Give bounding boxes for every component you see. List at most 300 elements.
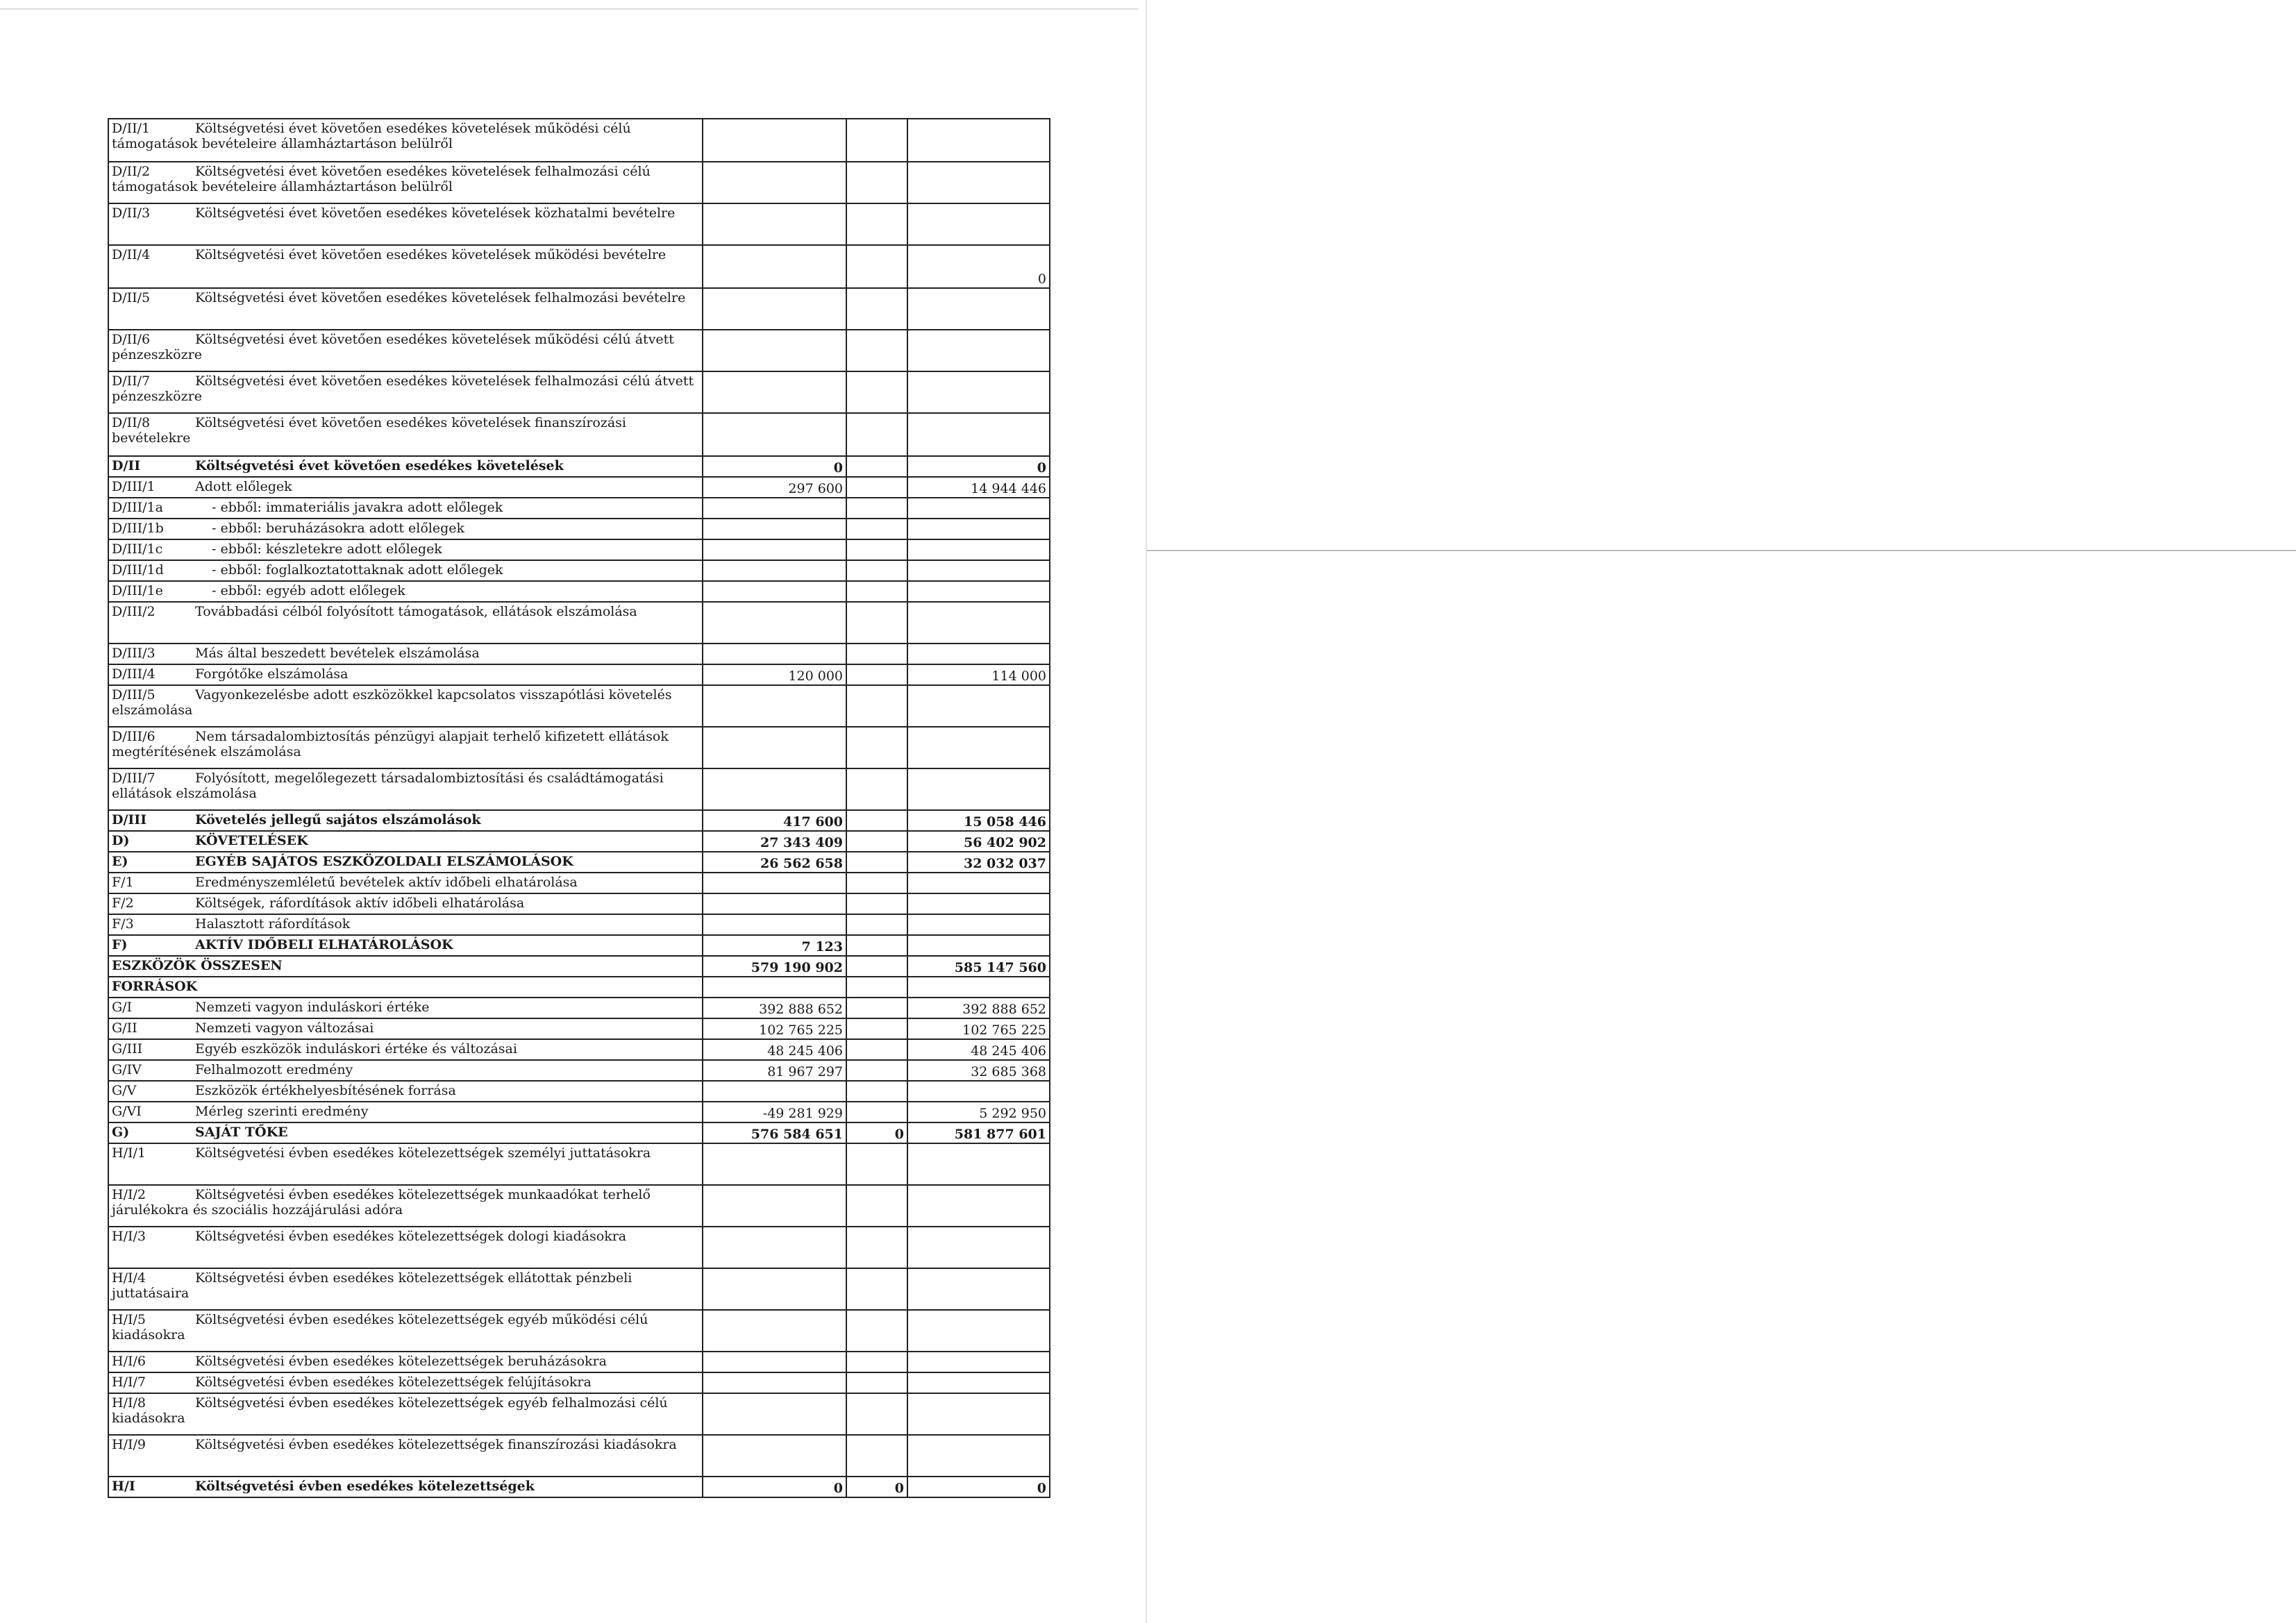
row-value-1: [703, 1352, 846, 1372]
table-row: [108, 1081, 1050, 1102]
row-value-2: 0: [846, 1477, 907, 1497]
row-label-cell: [108, 330, 703, 371]
row-code: F/2: [112, 895, 134, 911]
row-label: Egyéb eszközök induláskori értéke és változásai: [195, 1041, 517, 1057]
row-value-1: 392 888 652: [703, 998, 846, 1018]
row-label-cell: [108, 852, 703, 873]
row-label-cell: [108, 935, 703, 956]
row-code: D/III/1c: [112, 541, 163, 557]
row-value-2: [846, 1185, 907, 1227]
table-row: [108, 602, 1050, 644]
row-label-cell: [108, 288, 703, 330]
row-value-1: 81 967 297: [703, 1060, 846, 1081]
row-label: Költségvetési évben esedékes kötelezettségek egyéb felhalmozási célú kiadásokra: [112, 1395, 668, 1426]
row-value-1: [703, 539, 846, 560]
row-value-3: [907, 644, 1050, 664]
row-code: D/II: [112, 458, 141, 473]
row-label: Forgótőke elszámolása: [195, 666, 349, 682]
table-row: [108, 664, 1050, 685]
row-label: Költségvetési évben esedékes kötelezettségek felújításokra: [195, 1374, 592, 1390]
row-value-1: [703, 914, 846, 935]
row-label: Eszközök értékhelyesbítésének forrása: [195, 1083, 456, 1098]
row-label-cell: [108, 413, 703, 456]
row-label-cell: [108, 768, 703, 810]
row-label: - ebből: egyéb adott előlegek: [212, 583, 405, 598]
row-label: KÖVETELÉSEK: [195, 833, 308, 848]
table-row: [108, 539, 1050, 560]
row-label: - ebből: beruházásokra adott előlegek: [212, 521, 465, 536]
row-code: D/III/3: [112, 646, 156, 661]
row-label-cell: [108, 1352, 703, 1372]
scan-top-edge: [0, 8, 1139, 10]
row-value-1: 0: [703, 456, 846, 477]
row-value-3: [907, 1081, 1050, 1102]
row-value-2: [846, 245, 907, 288]
row-label: Költségvetési évet követően esedékes követelések felhalmozási célú átvett pénzeszközre: [112, 373, 694, 404]
row-value-2: [846, 162, 907, 203]
table-row: [108, 1310, 1050, 1352]
row-label-cell: [108, 371, 703, 413]
row-label: Felhalmozott eredmény: [195, 1062, 353, 1077]
row-value-2: [846, 810, 907, 831]
row-label-cell: [108, 664, 703, 685]
row-label-cell: [108, 831, 703, 852]
row-label-cell: [108, 1477, 703, 1497]
row-value-1: 0: [703, 1477, 846, 1497]
table-row: [108, 477, 1050, 498]
row-label-cell: [108, 810, 703, 831]
row-label-cell: [108, 203, 703, 245]
table-row: [108, 998, 1050, 1018]
row-value-1: [703, 727, 846, 768]
row-value-2: [846, 873, 907, 893]
row-label-cell: [108, 893, 703, 914]
row-value-2: [846, 119, 907, 162]
row-label-cell: [108, 1435, 703, 1477]
row-value-1: 102 765 225: [703, 1018, 846, 1039]
row-value-3: [907, 1143, 1050, 1185]
row-value-1: [703, 1310, 846, 1352]
row-value-3: 14 944 446: [907, 477, 1050, 498]
table-row: [108, 519, 1050, 539]
row-value-1: [703, 873, 846, 893]
row-label-cell: [108, 477, 703, 498]
row-code: H/I/1: [112, 1145, 146, 1161]
row-value-2: [846, 498, 907, 519]
row-value-3: [907, 330, 1050, 371]
row-value-1: [703, 1081, 846, 1102]
row-value-2: [846, 330, 907, 371]
row-value-2: [846, 456, 907, 477]
row-code: H/I/2: [112, 1187, 146, 1202]
row-value-1: [703, 1185, 846, 1227]
row-value-2: [846, 1352, 907, 1372]
row-code: D/III/1d: [112, 562, 164, 578]
row-label: Költségvetési évet követően esedékes követelések felhalmozási bevételre: [195, 290, 686, 305]
row-code: G/II: [112, 1020, 137, 1036]
row-value-1: [703, 245, 846, 288]
row-value-1: 576 584 651: [703, 1122, 846, 1143]
row-value-3: 585 147 560: [907, 956, 1050, 977]
balance-sheet-body: [108, 119, 1050, 1497]
row-label: Halasztott ráfordítások: [195, 916, 351, 932]
table-row: [108, 1352, 1050, 1372]
row-value-1: [703, 1372, 846, 1393]
row-value-3: [907, 539, 1050, 560]
table-row: [108, 581, 1050, 602]
row-code: D/III: [112, 812, 147, 827]
row-value-2: [846, 1393, 907, 1435]
row-label: Költségvetési évben esedékes kötelezettségek finanszírozási kiadásokra: [195, 1437, 677, 1452]
row-value-3: 581 877 601: [907, 1122, 1050, 1143]
table-row: [108, 852, 1050, 873]
row-value-1: 297 600: [703, 477, 846, 498]
row-label: Költségvetési évet követően esedékes követelések működési célú támogatások bevételeire államháztartáson belülről: [112, 121, 631, 151]
row-value-3: [907, 685, 1050, 727]
row-label-cell: [108, 914, 703, 935]
row-value-3: [907, 1185, 1050, 1227]
row-label-cell: [108, 162, 703, 203]
row-value-1: [703, 288, 846, 330]
row-value-3: [907, 935, 1050, 956]
row-value-3: [907, 413, 1050, 456]
row-code: D/III/7: [112, 771, 156, 786]
row-code: D/III/5: [112, 687, 156, 703]
table-row: [108, 371, 1050, 413]
row-value-1: 26 562 658: [703, 852, 846, 873]
row-label: Költségvetési évben esedékes kötelezettségek: [195, 1479, 535, 1494]
row-label: Költségvetési évet követően esedékes követelések közhatalmi bevételre: [195, 205, 676, 221]
row-code: D/III/2: [112, 604, 156, 619]
row-value-3: [907, 371, 1050, 413]
table-row: [108, 288, 1050, 330]
row-label-cell: [108, 727, 703, 768]
row-value-3: [907, 727, 1050, 768]
row-label: SAJÁT TŐKE: [195, 1125, 288, 1140]
row-code: H/I/9: [112, 1437, 146, 1452]
row-code: D/II/7: [112, 373, 151, 389]
row-value-3: 32 685 368: [907, 1060, 1050, 1081]
row-value-2: [846, 831, 907, 852]
row-code: G/I: [112, 1000, 133, 1015]
row-code: H/I: [112, 1479, 135, 1494]
row-value-2: [846, 998, 907, 1018]
table-row: [108, 162, 1050, 203]
row-label-cell: [108, 644, 703, 664]
row-label: Költségvetési évben esedékes kötelezettségek beruházásokra: [195, 1354, 607, 1369]
row-value-3: [907, 602, 1050, 644]
row-label-cell: [108, 1018, 703, 1039]
row-label: Költségvetési évet követően esedékes követelések működési bevételre: [195, 247, 667, 262]
row-value-2: [846, 664, 907, 685]
row-value-1: 7 123: [703, 935, 846, 956]
row-code: D/II/1: [112, 121, 151, 136]
table-row: [108, 1039, 1050, 1060]
row-value-2: [846, 935, 907, 956]
row-code: H/I/4: [112, 1270, 146, 1286]
table-row: [108, 119, 1050, 162]
row-value-1: [703, 1268, 846, 1310]
table-row: [108, 1122, 1050, 1143]
row-value-3: [907, 1435, 1050, 1477]
table-row: [108, 727, 1050, 768]
table-row: [108, 810, 1050, 831]
row-code: G/V: [112, 1083, 137, 1098]
row-value-3: [907, 203, 1050, 245]
row-value-2: [846, 288, 907, 330]
row-value-1: 27 343 409: [703, 831, 846, 852]
row-value-1: [703, 560, 846, 581]
row-code: D/II/4: [112, 247, 151, 262]
row-value-3: [907, 519, 1050, 539]
scan-fold-line: [1147, 550, 2296, 551]
row-value-1: [703, 371, 846, 413]
row-code: H/I/6: [112, 1354, 146, 1369]
row-value-1: [703, 119, 846, 162]
row-value-1: [703, 162, 846, 203]
row-code: H/I/5: [112, 1312, 146, 1327]
row-label-cell: [108, 685, 703, 727]
row-label: Adott előlegek: [195, 479, 292, 494]
row-value-1: [703, 1435, 846, 1477]
row-value-3: [907, 914, 1050, 935]
row-label-cell: [108, 1268, 703, 1310]
row-code: D/II/6: [112, 332, 151, 347]
row-code: F/3: [112, 916, 134, 932]
row-label: Nemzeti vagyon változásai: [195, 1020, 374, 1036]
row-code: G): [112, 1125, 130, 1140]
row-value-3: 32 032 037: [907, 852, 1050, 873]
row-value-2: [846, 371, 907, 413]
row-label-cell: [108, 581, 703, 602]
row-label-cell: [108, 119, 703, 162]
scanned-page-left: [0, 0, 1146, 1623]
row-label: Költségvetési évet követően esedékes követelések: [195, 458, 564, 473]
row-value-2: [846, 477, 907, 498]
row-value-2: [846, 727, 907, 768]
row-value-2: [846, 893, 907, 914]
row-value-1: [703, 1393, 846, 1435]
row-value-3: [907, 1227, 1050, 1268]
table-row: [108, 413, 1050, 456]
table-row: [108, 1185, 1050, 1227]
row-value-1: [703, 519, 846, 539]
row-value-2: [846, 581, 907, 602]
row-value-3: 0: [907, 456, 1050, 477]
row-value-2: [846, 602, 907, 644]
row-label-cell: [108, 956, 703, 977]
row-label-cell: [108, 1372, 703, 1393]
row-label-cell: [108, 519, 703, 539]
row-label-cell: [108, 1102, 703, 1122]
row-value-3: [907, 560, 1050, 581]
row-value-2: [846, 1102, 907, 1122]
table-row: [108, 893, 1050, 914]
row-label: Folyósított, megelőlegezett társadalombiztosítási és családtámogatási ellátások elszámolása: [112, 771, 664, 801]
row-label-cell: [108, 456, 703, 477]
row-value-3: 114 000: [907, 664, 1050, 685]
row-value-1: [703, 768, 846, 810]
row-code: F): [112, 937, 128, 952]
table-row: [108, 1372, 1050, 1393]
row-label: - ebből: immateriális javakra adott előlegek: [212, 500, 503, 515]
row-value-1: [703, 330, 846, 371]
row-value-2: [846, 1268, 907, 1310]
row-value-1: 48 245 406: [703, 1039, 846, 1060]
row-code: G/IV: [112, 1062, 142, 1077]
balance-sheet-table: [108, 118, 1050, 1498]
table-row: [108, 977, 1050, 998]
row-code: E): [112, 854, 128, 869]
table-row: [108, 644, 1050, 664]
row-code: G/III: [112, 1041, 143, 1057]
row-label: Költségvetési évben esedékes kötelezettségek dologi kiadásokra: [195, 1229, 627, 1244]
row-value-1: [703, 977, 846, 998]
row-code: H/I/7: [112, 1374, 146, 1390]
row-value-2: 0: [846, 1122, 907, 1143]
row-value-2: [846, 1435, 907, 1477]
row-label: - ebből: foglalkoztatottaknak adott előlegek: [212, 562, 503, 578]
row-label-cell: [108, 1122, 703, 1143]
table-row: [108, 1143, 1050, 1185]
row-value-1: [703, 498, 846, 519]
row-value-3: [907, 1393, 1050, 1435]
row-value-2: [846, 977, 907, 998]
row-value-3: [907, 1372, 1050, 1393]
row-value-3: [907, 1352, 1050, 1372]
table-row: [108, 498, 1050, 519]
row-label: Vagyonkezelésbe adott eszközökkel kapcsolatos visszapótlási követelés elszámolása: [112, 687, 672, 718]
table-row: [108, 203, 1050, 245]
row-value-2: [846, 203, 907, 245]
table-row: [108, 1102, 1050, 1122]
row-code: H/I/3: [112, 1229, 146, 1244]
row-label-cell: [108, 1185, 703, 1227]
table-row: [108, 831, 1050, 852]
row-value-1: [703, 893, 846, 914]
row-value-3: 15 058 446: [907, 810, 1050, 831]
row-label: Eredményszemléletű bevételek aktív időbeli elhatárolása: [195, 875, 578, 890]
row-value-3: [907, 288, 1050, 330]
row-code: D): [112, 833, 130, 848]
row-value-3: [907, 768, 1050, 810]
row-code: D/II/8: [112, 415, 151, 430]
row-label: AKTÍV IDŐBELI ELHATÁROLÁSOK: [195, 937, 453, 952]
row-value-1: [703, 1227, 846, 1268]
row-value-2: [846, 685, 907, 727]
row-label: Költségvetési évben esedékes kötelezettségek ellátottak pénzbeli juttatásaira: [112, 1270, 632, 1301]
table-row: [108, 1393, 1050, 1435]
row-value-3: 102 765 225: [907, 1018, 1050, 1039]
row-value-1: [703, 203, 846, 245]
row-label-cell: [108, 1143, 703, 1185]
row-value-2: [846, 539, 907, 560]
row-value-2: [846, 413, 907, 456]
table-row: [108, 768, 1050, 810]
row-label: Költségvetési évet követően esedékes követelések felhalmozási célú támogatások bevételeire államháztartáson belülről: [112, 164, 651, 194]
row-value-3: 0: [907, 1477, 1050, 1497]
row-value-3: [907, 873, 1050, 893]
row-label: Költségvetési évben esedékes kötelezettségek munkaadókat terhelő járulékokra és szociális hozzájárulási adóra: [112, 1187, 651, 1218]
row-label: Mérleg szerinti eredmény: [195, 1104, 369, 1119]
row-value-2: [846, 519, 907, 539]
row-value-2: [846, 1060, 907, 1081]
scanned-page-right: [1147, 0, 2296, 1623]
row-value-3: [907, 581, 1050, 602]
row-label: Nem társadalombiztosítás pénzügyi alapjait terhelő kifizetett ellátások megtérítésének elszámolása: [112, 729, 669, 759]
row-label: Nemzeti vagyon induláskori értéke: [195, 1000, 430, 1015]
row-value-2: [846, 1310, 907, 1352]
row-label-cell: [108, 1081, 703, 1102]
row-label: Költségvetési évet követően esedékes követelések finanszírozási bevételekre: [112, 415, 627, 446]
table-row: [108, 1227, 1050, 1268]
row-value-2: [846, 644, 907, 664]
row-value-3: 48 245 406: [907, 1039, 1050, 1060]
row-value-2: [846, 1018, 907, 1039]
table-row: [108, 330, 1050, 371]
row-value-3: [907, 893, 1050, 914]
row-code: D/III/1b: [112, 521, 164, 536]
row-code: D/III/1e: [112, 583, 163, 598]
row-code: D/III/4: [112, 666, 156, 682]
table-row: [108, 560, 1050, 581]
row-value-2: [846, 1372, 907, 1393]
row-label-cell: [108, 539, 703, 560]
row-value-1: [703, 581, 846, 602]
row-value-3: [907, 1268, 1050, 1310]
row-code: H/I/8: [112, 1395, 146, 1411]
row-value-2: [846, 1143, 907, 1185]
row-value-1: [703, 413, 846, 456]
row-label-cell: [108, 1310, 703, 1352]
row-code: D/II/5: [112, 290, 151, 305]
row-value-1: [703, 602, 846, 644]
row-value-2: [846, 560, 907, 581]
row-value-1: 120 000: [703, 664, 846, 685]
row-label-cell: [108, 560, 703, 581]
row-label: Más által beszedett bevételek elszámolása: [195, 646, 480, 661]
table-row: [108, 456, 1050, 477]
row-value-2: [846, 768, 907, 810]
table-row: [108, 914, 1050, 935]
table-row: [108, 956, 1050, 977]
row-label: Költségvetési évben esedékes kötelezettségek személyi juttatásokra: [195, 1145, 651, 1161]
row-code: D/III/6: [112, 729, 156, 744]
row-value-3: [907, 162, 1050, 203]
table-row: [108, 245, 1050, 288]
row-label-cell: [108, 1039, 703, 1060]
table-row: [108, 1477, 1050, 1497]
row-value-3: [907, 498, 1050, 519]
row-label-cell: [108, 873, 703, 893]
row-value-2: [846, 1039, 907, 1060]
row-value-3: [907, 1310, 1050, 1352]
row-value-1: 417 600: [703, 810, 846, 831]
row-value-1: -49 281 929: [703, 1102, 846, 1122]
row-label-cell: [108, 1227, 703, 1268]
table-row: [108, 1268, 1050, 1310]
row-label: Továbbadási célból folyósított támogatások, ellátások elszámolása: [195, 604, 637, 619]
table-row: [108, 1060, 1050, 1081]
table-row: [108, 685, 1050, 727]
row-label-cell: [108, 998, 703, 1018]
row-code: F/1: [112, 875, 134, 890]
row-label: - ebből: készletekre adott előlegek: [212, 541, 442, 557]
row-value-3: 56 402 902: [907, 831, 1050, 852]
row-code: ESZKÖZÖK ÖSSZESEN: [112, 958, 283, 973]
row-label-cell: [108, 245, 703, 288]
row-label-cell: [108, 602, 703, 644]
